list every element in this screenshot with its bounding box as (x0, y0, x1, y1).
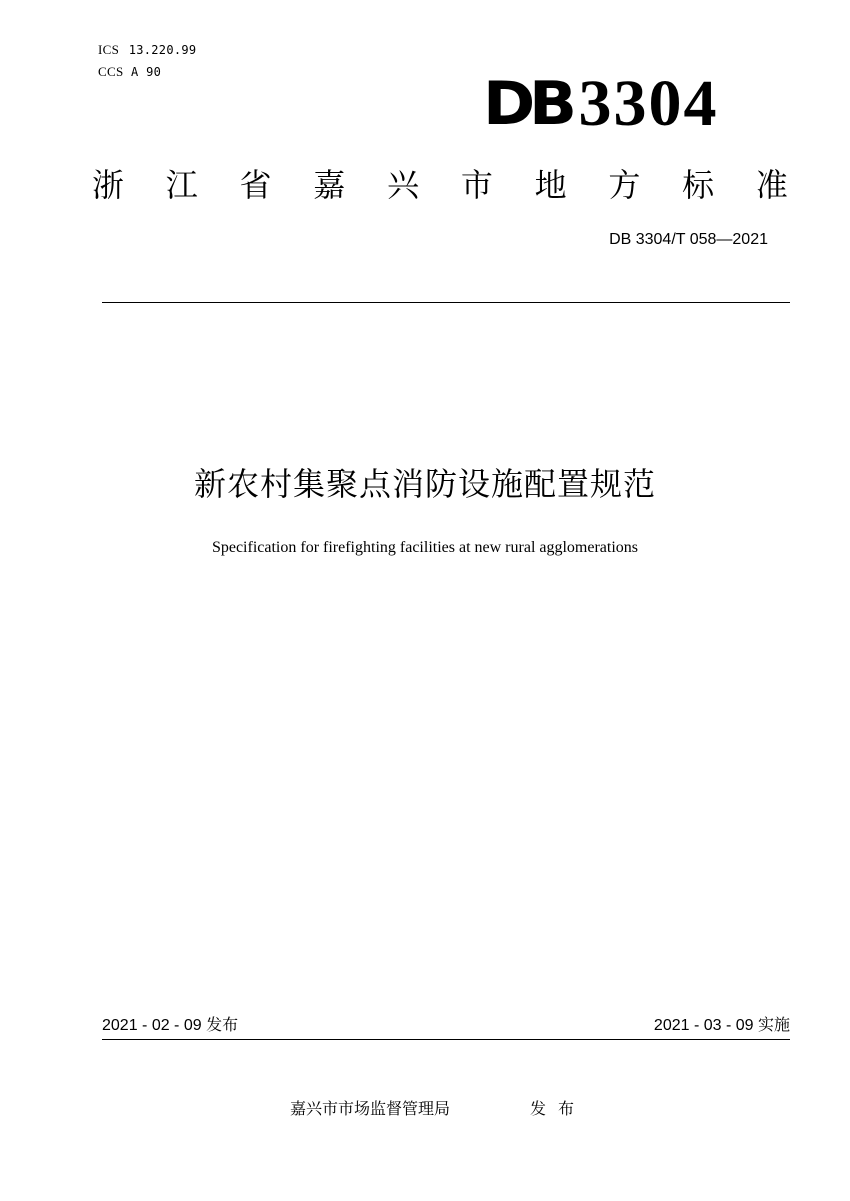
standard-type-char: 嘉 (313, 166, 346, 204)
db-standard-mark (483, 67, 719, 140)
ccs-line (98, 64, 161, 80)
standard-type-char: 标 (682, 166, 715, 204)
issuing-authority: 嘉兴市市场监督管理局 (290, 1099, 451, 1118)
standard-type-char: 市 (460, 166, 493, 204)
standard-number: DB 3304/T 058—2021 (609, 231, 768, 248)
ics-line (98, 42, 196, 58)
standard-type-char: 江 (165, 166, 198, 204)
standard-type-char: 浙 (92, 166, 125, 204)
standard-type-char: 兴 (387, 166, 420, 204)
standard-type-char: 方 (608, 166, 641, 204)
db-region-code: 3304 (578, 67, 719, 140)
header-divider (102, 302, 790, 303)
footer-divider (102, 1039, 790, 1040)
ics-label: ICS (98, 42, 120, 57)
standard-type-heading (92, 163, 788, 207)
db-letters: DB (483, 69, 571, 139)
title-english: Specification for firefighting facilities at new rural agglomerations (211, 539, 639, 556)
publish-date: 2021 - 02 - 09 发布 (102, 1017, 239, 1034)
ccs-label: CCS (98, 64, 124, 79)
implement-date: 2021 - 03 - 09 实施 (653, 1017, 790, 1034)
standard-type-char: 省 (239, 166, 272, 204)
standard-type-char: 地 (534, 166, 567, 204)
ics-code: 13.220.99 (128, 43, 197, 57)
issuing-action: 发布 (530, 1099, 587, 1118)
ccs-code: A 90 (131, 65, 162, 79)
standard-type-char: 准 (755, 166, 788, 204)
title-chinese: 新农村集聚点消防设施配置规范 (193, 465, 656, 503)
